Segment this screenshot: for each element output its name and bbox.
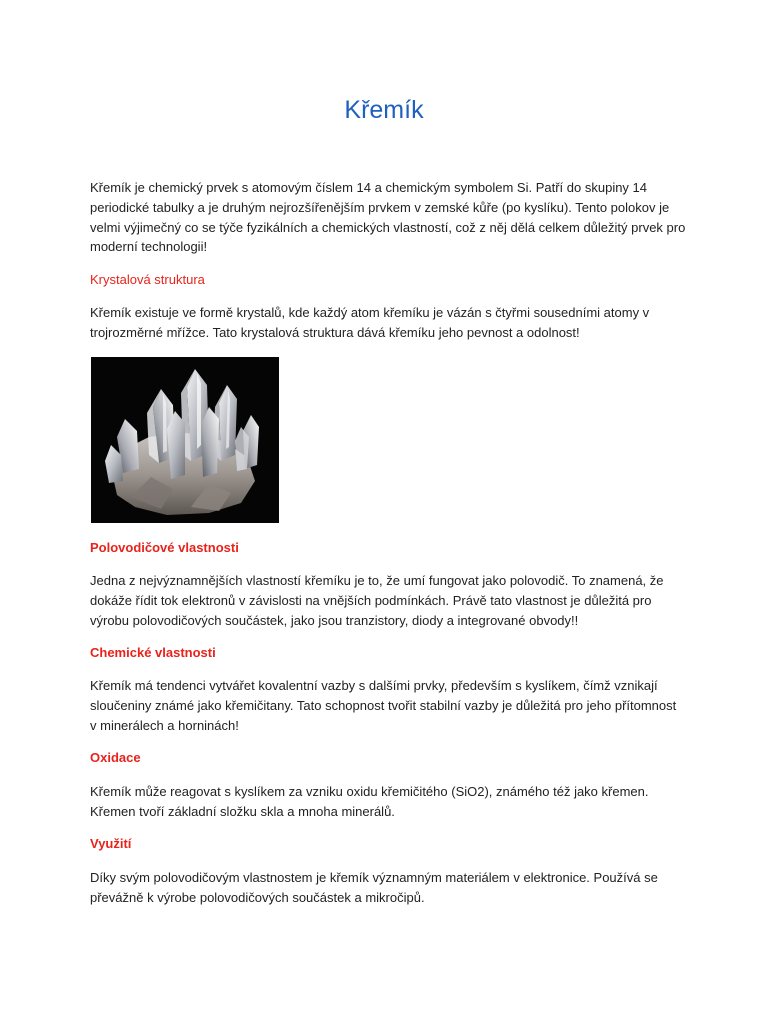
- section-heading-crystal-structure: Krystalová struktura: [90, 272, 205, 287]
- page-title: Křemík: [344, 96, 424, 124]
- section-text-crystal-structure: Křemík existuje ve formě krystalů, kde každý atom křemíku je vázán s čtyřmi sousedními atomy v trojrozměrné mřížce. Tato krystalová struktura dává křemíku jeho pevnost a odolnost!: [90, 305, 650, 340]
- section-text-chemical-properties: Křemík má tendenci vytvářet kovalentní vazby s dalšími prvky, především s kyslíkem, čímž vznikají sloučeniny známé jako křemičitany. Tato schopnost tvořit stabilní vazby je důležitá pro jeho přítomnost v minerálech a horninách!: [90, 678, 677, 733]
- section-heading-semiconductor: Polovodičové vlastnosti: [90, 540, 239, 555]
- section-heading-oxidation: Oxidace: [90, 750, 141, 765]
- section-heading-usage: Využití: [90, 836, 132, 851]
- section-text-semiconductor: Jedna z nejvýznamnějších vlastností křemíku je to, že umí fungovat jako polovodič. To znamená, že dokáže řídit tok elektronů v závislosti na vnějších podmínkách. Právě tato vlastnost je důležitá pro výrobu polovodičových součástek, jako jsou tranzistory, diody a integrované obvody!!: [90, 573, 664, 628]
- section-text-usage: Díky svým polovodičovým vlastnostem je křemík významným materiálem v elektronice. Používá se převážně k výrobe polovodičových součástek a mikročipů.: [90, 870, 658, 905]
- quartz-crystal-illustration: [91, 357, 279, 523]
- intro-paragraph: Křemík je chemický prvek s atomovým číslem 14 a chemickým symbolem Si. Patří do skupiny 14 periodické tabulky a je druhým nejrozšířenějším prvkem v zemské kůře (po kyslíku). Tento polokov je velmi výjimečný co se týče fyzikálních a chemických vlastností, což z něj dělá celkem důležitý prvek pro moderní technologii!: [90, 180, 686, 255]
- section-text-oxidation: Křemík může reagovat s kyslíkem za vzniku oxidu křemičitého (SiO2), známého též jako křemen. Křemen tvoří základní složku skla a mnoha minerálů.: [90, 784, 649, 819]
- quartz-crystal-image: [91, 357, 279, 523]
- section-heading-chemical-properties: Chemické vlastnosti: [90, 645, 216, 660]
